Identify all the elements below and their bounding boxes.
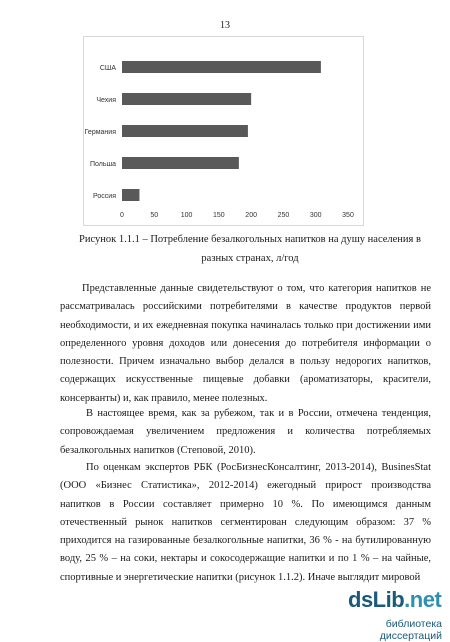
x-tick-label-0: 0 [120,212,124,219]
figure-caption [60,230,440,268]
x-tick-label-7: 350 [342,212,354,219]
paragraph-3: По оценкам экспертов РБК (РосБизнесКонсалтинг, 2013-2014), BusinesStat (ООО «Бизнес Статистика», 2012-2014) ежегодный прирост производства напитков в России составляет примерно 10 %. По имеющимся данным отечественный рынок напитков сегментирован следующим образом: 37 % приходится на газированные безалкогольные напитки, 36 % - на бутилированную воду, 25 % – на соки, нектары и сокосодержащие напитки и по 1 % – на чайные, спортивные и энергетические напитки (рисунок 1.1.2). Иначе выглядит мировой [60,462,431,583]
watermark-subtitle: библиотека диссертаций [379,618,442,642]
bar-4 [122,189,139,201]
category-label-4: Россия [93,193,116,200]
x-tick-label-3: 150 [213,212,225,219]
x-tick-label-1: 50 [150,212,159,219]
consumption-bar-chart [83,36,364,226]
category-label-1: Чехия [96,97,116,104]
x-tick-label-5: 250 [277,212,290,219]
chart-svg [84,37,363,225]
paragraph-2: В настоящее время, как за рубежом, так и в России, отмечена тенденция, сопровождаемая увеличением предложения и количества потребляемых безалкогольных напитков (Степовой, 2010). [60,408,431,456]
x-tick-label-2: 100 [180,212,193,219]
bar-2 [122,125,248,137]
caption-line-2: разных странах, л/год [201,253,299,264]
bar-0 [122,61,321,73]
bar-1 [122,93,251,105]
bar-3 [122,157,239,169]
x-tick-label-4: 200 [245,212,257,219]
page-number: 13 [220,20,230,31]
category-label-3: Польша [89,161,116,168]
x-tick-label-6: 300 [309,212,322,219]
watermark-logo [348,587,441,613]
watermark-logo-prefix: dsLib [348,587,405,612]
category-label-0: США [99,65,116,72]
dslib-watermark [330,587,442,642]
category-label-2: Германия [84,129,116,136]
caption-line-1: Рисунок 1.1.1 – Потребление безалкогольных напитков на душу населения в [79,234,421,245]
watermark-logo-suffix: .net [404,587,442,612]
paragraph-1: Представленные данные свидетельствуют о том, что категория напитков не рассматривалась российскими потребителями в качестве продуктов первой необходимости, и их ежедневная покупка начиналась только при достижении ими определенного уровня доходов или донесения до потребителя информации о полезности. Причем изначально выбор делался в пользу недорогих напитков, содержащих искусственные пищевые добавки (ароматизаторы, красители, консерванты) и, как правило, менее полезных. [60,283,431,404]
